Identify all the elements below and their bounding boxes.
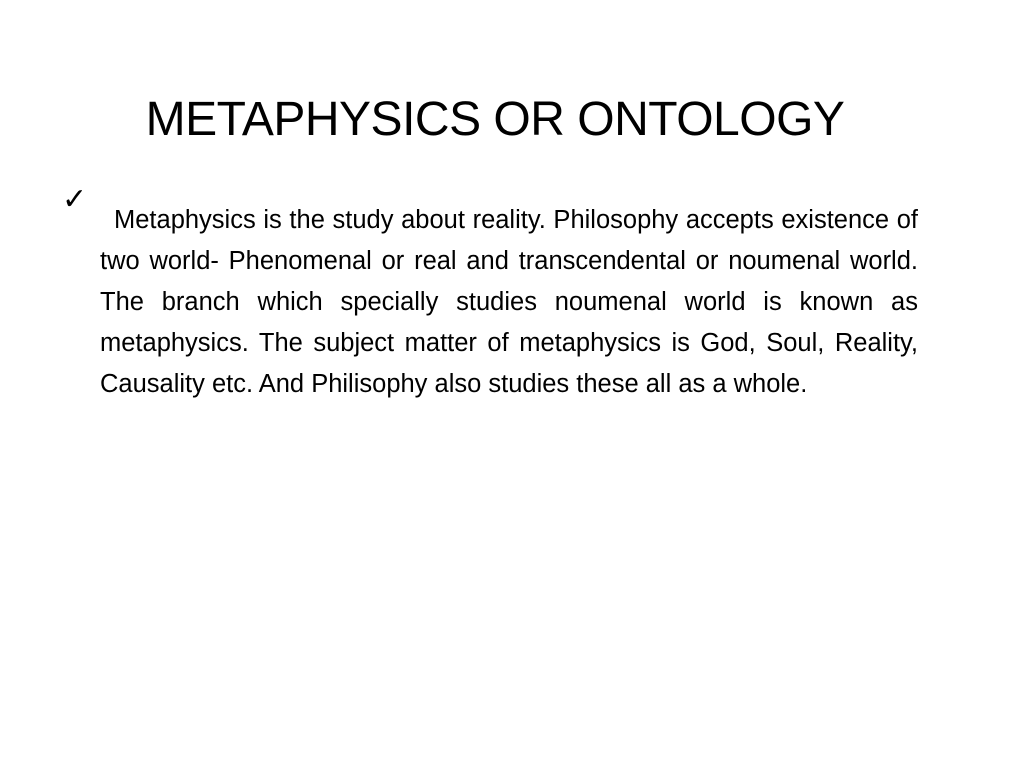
slide-title: METAPHYSICS OR ONTOLOGY	[145, 93, 845, 146]
bullet-text-content: Metaphysics is the study about reality. Philosophy accepts existence of two world- Phenomenal or real and transcendental or noumenal world. The branch which specially studies noumenal world is known as metaphysics. The subject matter of metaphysics is God, Soul, Reality, Causality etc. And Philisophy also studies these all as a whole.	[100, 206, 918, 398]
bullet-text	[100, 200, 918, 405]
checkmark-icon: ✓	[62, 182, 88, 217]
